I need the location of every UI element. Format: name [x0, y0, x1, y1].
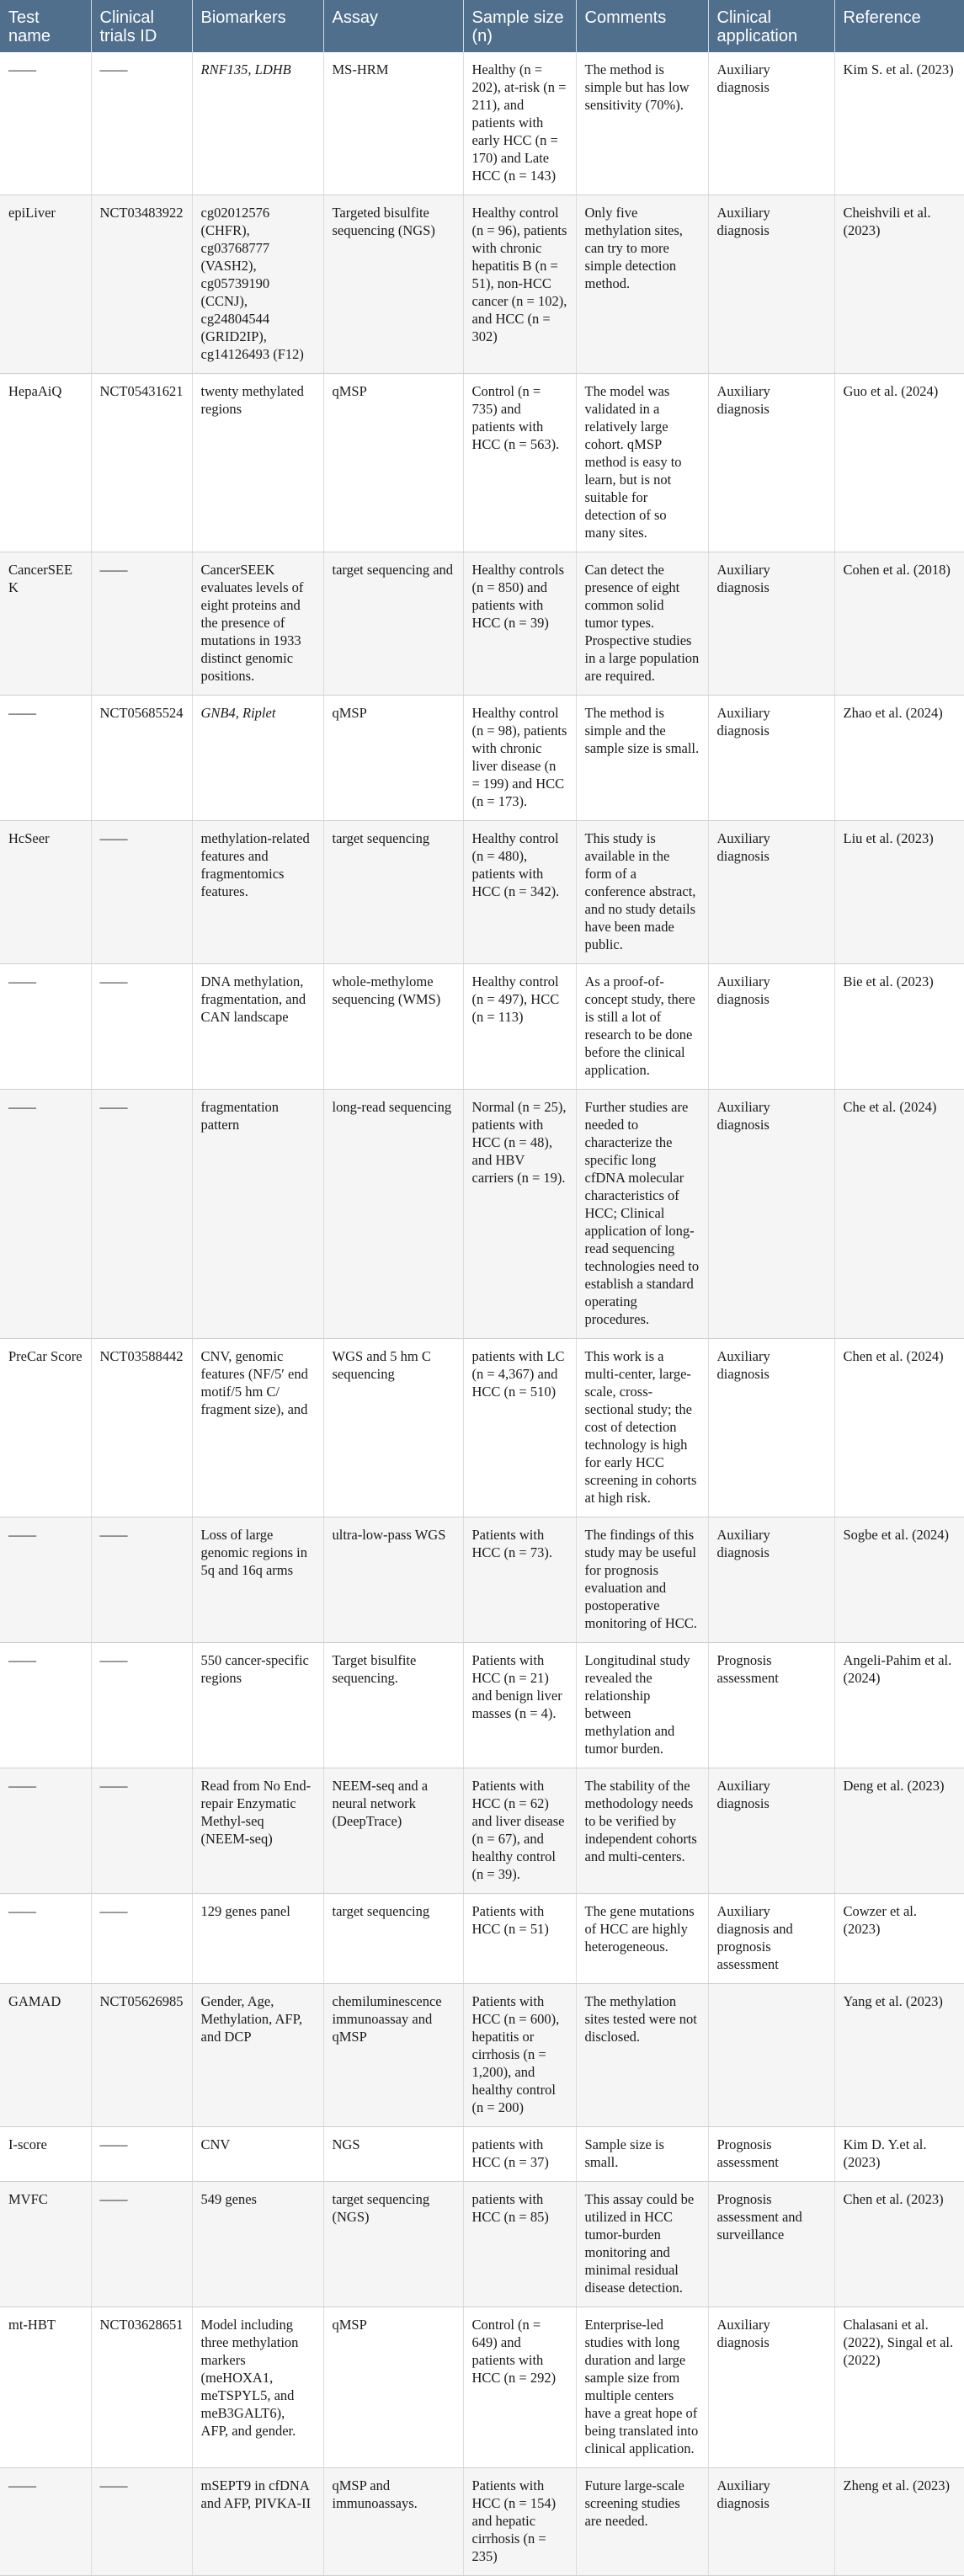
cell-reference: Yang et al. (2023) [834, 1984, 964, 2127]
cell-test-name: epiLiver [0, 195, 91, 374]
table-row [0, 195, 964, 374]
cell-biomarkers: fragmentation pattern [192, 1090, 323, 1339]
cell-clinical-application: Auxiliary diagnosis [708, 2307, 834, 2468]
cell-reference: Kim S. et al. (2023) [834, 52, 964, 195]
cell-biomarkers: CNV, genomic features (NF/5′ end motif/5 hm C/ fragment size), and [192, 1339, 323, 1517]
cell-assay: target sequencing and [323, 552, 463, 696]
cell-clinical-application: Auxiliary diagnosis [708, 696, 834, 821]
cell-comments: Future large-scale screening studies are needed. [576, 2468, 708, 2576]
table-row [0, 1090, 964, 1339]
cell-biomarkers: mSEPT9 in cfDNA and AFP, PIVKA-II [192, 2468, 323, 2576]
table-row [0, 1984, 964, 2127]
table-row [0, 2468, 964, 2576]
cell-clinical-application [708, 1984, 834, 2127]
table-row [0, 374, 964, 552]
cell-clinical-trials-id: NCT05685524 [91, 696, 192, 821]
cell-assay: ultra-low-pass WGS [323, 1517, 463, 1643]
cell-biomarkers: Model including three methylation markers (meHOXA1, meTSPYL5, and meB3GALT6), AFP, and gender. [192, 2307, 323, 2468]
cell-comments: Further studies are needed to characterize the specific long cfDNA molecular characteristics of HCC; Clinical application of long-read sequencing technologies need to establish a standard operating procedures. [576, 1090, 708, 1339]
cell-clinical-trials-id: —— [91, 1768, 192, 1894]
cell-clinical-trials-id: NCT03628651 [91, 2307, 192, 2468]
cell-clinical-trials-id: —— [91, 1517, 192, 1643]
cell-assay: target sequencing (NGS) [323, 2182, 463, 2307]
cell-biomarkers: RNF135, LDHB [192, 52, 323, 195]
cell-comments: The model was validated in a relatively large cohort. qMSP method is easy to learn, but is not suitable for detection of so many sites. [576, 374, 708, 552]
table-row [0, 1517, 964, 1643]
table-row [0, 2307, 964, 2468]
cell-sample-size: Healthy controls (n = 850) and patients with HCC (n = 39) [463, 552, 576, 696]
cell-test-name: —— [0, 1090, 91, 1339]
cell-reference: Cohen et al. (2018) [834, 552, 964, 696]
cell-assay: qMSP and immunoassays. [323, 2468, 463, 2576]
cell-test-name: —— [0, 1894, 91, 1984]
cell-clinical-application: Auxiliary diagnosis [708, 2468, 834, 2576]
header-sample-size: Sample size (n) [463, 0, 576, 52]
table-row [0, 552, 964, 696]
table-row [0, 964, 964, 1090]
cell-comments: The gene mutations of HCC are highly heterogeneous. [576, 1894, 708, 1984]
table-row [0, 1768, 964, 1894]
cell-test-name: —— [0, 964, 91, 1090]
cell-test-name: —— [0, 1517, 91, 1643]
cell-comments: The findings of this study may be useful for prognosis evaluation and postoperative monitoring of HCC. [576, 1517, 708, 1643]
cell-assay: long-read sequencing [323, 1090, 463, 1339]
cell-sample-size: patients with LC (n = 4,367) and HCC (n = 510) [463, 1339, 576, 1517]
cell-biomarkers: methylation-related features and fragmentomics features. [192, 821, 323, 964]
cell-comments: This study is available in the form of a conference abstract, and no study details have been made public. [576, 821, 708, 964]
cell-biomarkers: DNA methylation, fragmentation, and CAN landscape [192, 964, 323, 1090]
cell-comments: Only five methylation sites, can try to more simple detection method. [576, 195, 708, 374]
cell-reference: Chen et al. (2023) [834, 2182, 964, 2307]
header-clinical-application: Clinical application [708, 0, 834, 52]
cell-sample-size: patients with HCC (n = 37) [463, 2127, 576, 2182]
cell-assay: qMSP [323, 2307, 463, 2468]
cell-reference: Chen et al. (2024) [834, 1339, 964, 1517]
cell-clinical-application: Auxiliary diagnosis [708, 1339, 834, 1517]
cell-test-name: mt-HBT [0, 2307, 91, 2468]
cell-clinical-application: Auxiliary diagnosis [708, 195, 834, 374]
cell-reference: Cowzer et al. (2023) [834, 1894, 964, 1984]
header-clinical-trials-id: Clinical trials ID [91, 0, 192, 52]
cell-biomarkers: Gender, Age, Methylation, AFP, and DCP [192, 1984, 323, 2127]
cell-biomarkers: CNV [192, 2127, 323, 2182]
cell-test-name: CancerSEEK [0, 552, 91, 696]
cell-biomarkers: GNB4, Riplet [192, 696, 323, 821]
header-row [0, 0, 964, 52]
cell-biomarkers: CancerSEEK evaluates levels of eight proteins and the presence of mutations in 1933 distinct genomic positions. [192, 552, 323, 696]
cell-test-name: HepaAiQ [0, 374, 91, 552]
cell-clinical-application: Prognosis assessment and surveillance [708, 2182, 834, 2307]
cell-sample-size: Normal (n = 25), patients with HCC (n = 48), and HBV carriers (n = 19). [463, 1090, 576, 1339]
cell-comments: This work is a multi-center, large-scale, cross-sectional study; the cost of detection technology is high for early HCC screening in cohorts at high risk. [576, 1339, 708, 1517]
cell-comments: Sample size is small. [576, 2127, 708, 2182]
cell-sample-size: Control (n = 649) and patients with HCC (n = 292) [463, 2307, 576, 2468]
cell-reference: Liu et al. (2023) [834, 821, 964, 964]
cell-clinical-application: Prognosis assessment [708, 2127, 834, 2182]
table-row [0, 821, 964, 964]
header-test-name: Test name [0, 0, 91, 52]
cell-reference: Bie et al. (2023) [834, 964, 964, 1090]
cell-clinical-application: Auxiliary diagnosis [708, 821, 834, 964]
cell-biomarkers: twenty methylated regions [192, 374, 323, 552]
cell-reference: Zhao et al. (2024) [834, 696, 964, 821]
cell-assay: target sequencing [323, 1894, 463, 1984]
table-body [0, 52, 964, 2576]
cell-assay: NGS [323, 2127, 463, 2182]
cell-test-name: I-score [0, 2127, 91, 2182]
cell-test-name: —— [0, 2468, 91, 2576]
cell-clinical-application: Auxiliary diagnosis [708, 1768, 834, 1894]
cell-comments: Can detect the presence of eight common solid tumor types. Prospective studies in a large population are required. [576, 552, 708, 696]
cell-test-name: —— [0, 1768, 91, 1894]
cell-biomarkers: 129 genes panel [192, 1894, 323, 1984]
cell-assay: NEEM-seq and a neural network (DeepTrace) [323, 1768, 463, 1894]
cell-test-name: GAMAD [0, 1984, 91, 2127]
cell-clinical-application: Auxiliary diagnosis [708, 552, 834, 696]
cell-biomarkers: 549 genes [192, 2182, 323, 2307]
cell-test-name: MVFC [0, 2182, 91, 2307]
cell-sample-size: Patients with HCC (n = 21) and benign liver masses (n = 4). [463, 1643, 576, 1768]
cell-clinical-trials-id: —— [91, 964, 192, 1090]
cell-clinical-trials-id: —— [91, 1894, 192, 1984]
cell-assay: Target bisulfite sequencing. [323, 1643, 463, 1768]
cell-test-name: —— [0, 1643, 91, 1768]
cell-test-name: —— [0, 696, 91, 821]
cell-assay: WGS and 5 hm C sequencing [323, 1339, 463, 1517]
cell-assay: whole-methylome sequencing (WMS) [323, 964, 463, 1090]
header-biomarkers: Biomarkers [192, 0, 323, 52]
cell-assay: qMSP [323, 696, 463, 821]
table-row [0, 52, 964, 195]
cell-sample-size: patients with HCC (n = 85) [463, 2182, 576, 2307]
cell-clinical-trials-id: —— [91, 1643, 192, 1768]
cell-test-name: HcSeer [0, 821, 91, 964]
cell-biomarkers: Read from No End-repair Enzymatic Methyl-seq (NEEM-seq) [192, 1768, 323, 1894]
cell-sample-size: Healthy control (n = 497), HCC (n = 113) [463, 964, 576, 1090]
cell-comments: This assay could be utilized in HCC tumor-burden monitoring and minimal residual disease detection. [576, 2182, 708, 2307]
cell-comments: As a proof-of-concept study, there is still a lot of research to be done before the clinical application. [576, 964, 708, 1090]
cell-reference: Kim D. Y.et al. (2023) [834, 2127, 964, 2182]
cell-reference: Guo et al. (2024) [834, 374, 964, 552]
cell-clinical-trials-id: NCT03588442 [91, 1339, 192, 1517]
cell-clinical-trials-id: —— [91, 552, 192, 696]
cell-sample-size: Patients with HCC (n = 51) [463, 1894, 576, 1984]
cell-comments: Enterprise-led studies with long duration and large sample size from multiple centers have a great hope of being translated into clinical application. [576, 2307, 708, 2468]
header-assay: Assay [323, 0, 463, 52]
cell-assay: Targeted bisulfite sequencing (NGS) [323, 195, 463, 374]
header-comments: Comments [576, 0, 708, 52]
cell-clinical-trials-id: NCT05626985 [91, 1984, 192, 2127]
cell-sample-size: Healthy control (n = 480), patients with HCC (n = 342). [463, 821, 576, 964]
table-row [0, 1643, 964, 1768]
cell-clinical-application: Auxiliary diagnosis [708, 1090, 834, 1339]
cell-sample-size: Healthy (n = 202), at-risk (n = 211), and patients with early HCC (n = 170) and Late HCC (n = 143) [463, 52, 576, 195]
table-row [0, 2182, 964, 2307]
cell-reference: Sogbe et al. (2024) [834, 1517, 964, 1643]
cell-clinical-trials-id: —— [91, 2182, 192, 2307]
table-row [0, 1894, 964, 1984]
cell-biomarkers: Loss of large genomic regions in 5q and 16q arms [192, 1517, 323, 1643]
cell-sample-size: Patients with HCC (n = 62) and liver disease (n = 67), and healthy control (n = 39). [463, 1768, 576, 1894]
cell-clinical-trials-id: NCT03483922 [91, 195, 192, 374]
cell-clinical-application: Prognosis assessment [708, 1643, 834, 1768]
cell-reference: Chalasani et al. (2022), Singal et al. (2022) [834, 2307, 964, 2468]
cell-sample-size: Healthy control (n = 98), patients with chronic liver disease (n = 199) and HCC (n = 173). [463, 696, 576, 821]
cell-biomarkers: 550 cancer-specific regions [192, 1643, 323, 1768]
cell-comments: The stability of the methodology needs to be verified by independent cohorts and multi-centers. [576, 1768, 708, 1894]
cell-clinical-application: Auxiliary diagnosis [708, 964, 834, 1090]
table-row [0, 2127, 964, 2182]
cell-sample-size: Patients with HCC (n = 600), hepatitis or cirrhosis (n = 1,200), and healthy control (n = 200) [463, 1984, 576, 2127]
cell-clinical-trials-id: —— [91, 2127, 192, 2182]
cell-clinical-application: Auxiliary diagnosis [708, 374, 834, 552]
cell-comments: The method is simple and the sample size is small. [576, 696, 708, 821]
cell-sample-size: Healthy control (n = 96), patients with chronic hepatitis B (n = 51), non-HCC cancer (n = 102), and HCC (n = 302) [463, 195, 576, 374]
cell-test-name: PreCar Score [0, 1339, 91, 1517]
cell-reference: Cheishvili et al. (2023) [834, 195, 964, 374]
cell-reference: Deng et al. (2023) [834, 1768, 964, 1894]
header-reference: Reference [834, 0, 964, 52]
cell-reference: Che et al. (2024) [834, 1090, 964, 1339]
cell-clinical-application: Auxiliary diagnosis [708, 52, 834, 195]
cell-comments: The method is simple but has low sensitivity (70%). [576, 52, 708, 195]
cell-sample-size: Patients with HCC (n = 154) and hepatic cirrhosis (n = 235) [463, 2468, 576, 2576]
cell-clinical-application: Auxiliary diagnosis and prognosis assessment [708, 1894, 834, 1984]
cell-biomarkers: cg02012576 (CHFR), cg03768777 (VASH2), cg05739190 (CCNJ), cg24804544 (GRID2IP), cg14126493 (F12) [192, 195, 323, 374]
cell-test-name: —— [0, 52, 91, 195]
cell-clinical-application: Auxiliary diagnosis [708, 1517, 834, 1643]
cell-clinical-trials-id: —— [91, 821, 192, 964]
table-row [0, 696, 964, 821]
cell-assay: target sequencing [323, 821, 463, 964]
cell-reference: Angeli-Pahim et al. (2024) [834, 1643, 964, 1768]
cell-clinical-trials-id: —— [91, 52, 192, 195]
cell-sample-size: Control (n = 735) and patients with HCC (n = 563). [463, 374, 576, 552]
cell-reference: Zheng et al. (2023) [834, 2468, 964, 2576]
cell-assay: chemiluminescence immunoassay and qMSP [323, 1984, 463, 2127]
cell-sample-size: Patients with HCC (n = 73). [463, 1517, 576, 1643]
cell-assay: qMSP [323, 374, 463, 552]
cell-comments: The methylation sites tested were not disclosed. [576, 1984, 708, 2127]
cell-clinical-trials-id: —— [91, 2468, 192, 2576]
cell-clinical-trials-id: NCT05431621 [91, 374, 192, 552]
table-row [0, 1339, 964, 1517]
cell-clinical-trials-id: —— [91, 1090, 192, 1339]
cell-comments: Longitudinal study revealed the relationship between methylation and tumor burden. [576, 1643, 708, 1768]
cell-assay: MS-HRM [323, 52, 463, 195]
